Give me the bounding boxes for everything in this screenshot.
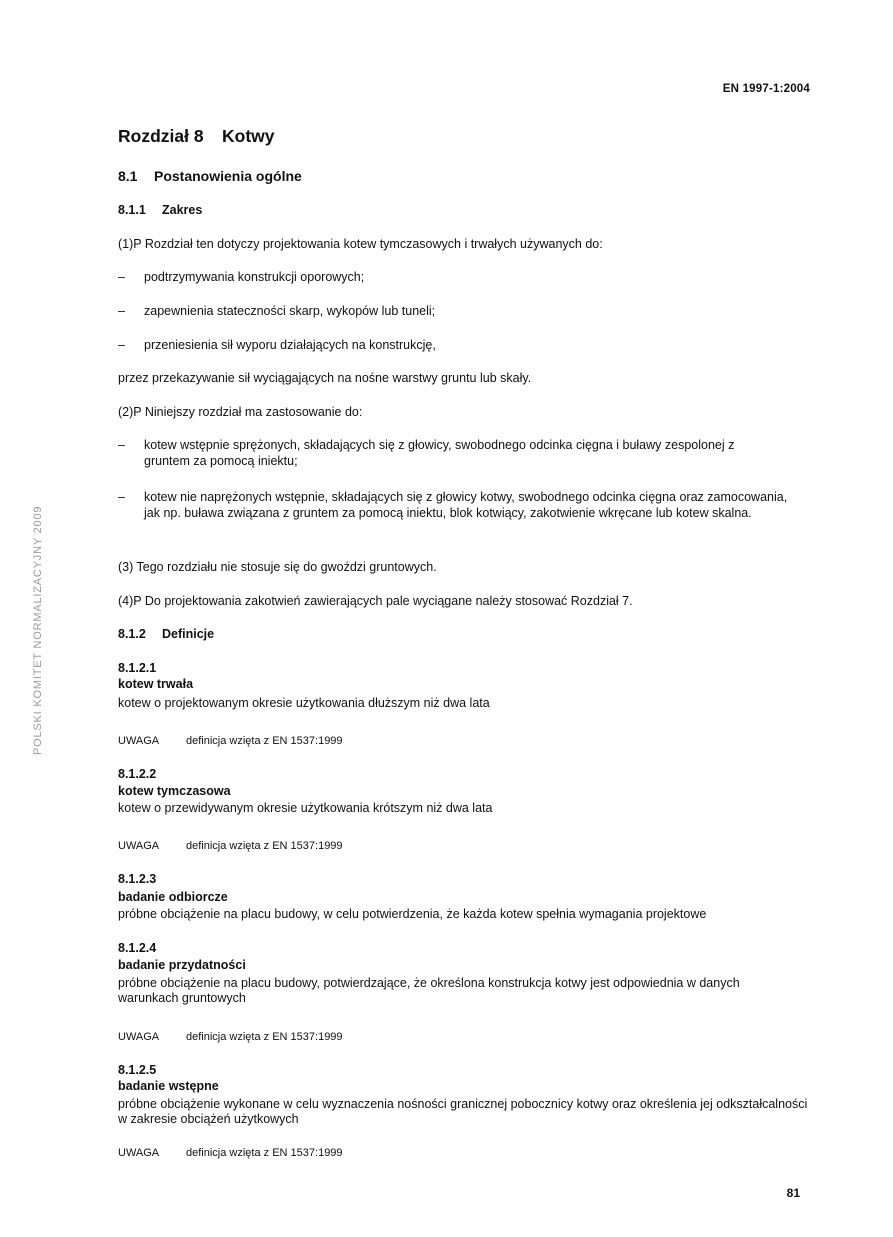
definition-note <box>118 1146 343 1160</box>
page-number: 81 <box>786 1186 800 1200</box>
chapter-number: Rozdział 8 <box>118 126 204 146</box>
scope-paragraph-2: (2)P Niniejszy rozdział ma zastosowanie do: <box>118 405 363 419</box>
definition-note <box>118 1030 343 1044</box>
bullet-dash: – <box>118 490 125 504</box>
scope-number: 8.1.1 <box>118 203 146 217</box>
definition-number: 8.1.2.5 <box>118 1063 157 1077</box>
note-text: definicja wzięta z EN 1537:1999 <box>186 840 343 852</box>
scope-heading <box>118 203 202 217</box>
list-item-text: zapewnienia stateczności skarp, wykopów lub tuneli; <box>144 304 436 318</box>
definition-text: próbne obciążenie wykonane w celu wyznaczenia nośności granicznej pobocznicy kotwy oraz określenia jej odkształcalności w zakresie obciążeń użytkowych <box>118 1097 808 1126</box>
note-label: UWAGA <box>118 735 160 747</box>
section-heading <box>118 168 302 184</box>
note-text: definicja wzięta z EN 1537:1999 <box>186 1147 343 1159</box>
list-item-text: podtrzymywania konstrukcji oporowych; <box>144 270 365 284</box>
note-text: definicja wzięta z EN 1537:1999 <box>186 735 343 747</box>
watermark-text: POLSKI KOMITET NORMALIZACYJNY 2009 <box>32 505 44 755</box>
list-item-text: przeniesienia sił wyporu działających na konstrukcję, <box>144 338 436 352</box>
definition-text: próbne obciążenie na placu budowy, potwierdzające, że określona konstrukcja kotwy jest odpowiednia w danych warunkach gruntowych <box>118 976 740 1005</box>
definitions-number: 8.1.2 <box>118 627 146 641</box>
definitions-heading <box>118 627 214 641</box>
watermark <box>28 490 46 760</box>
list-item-text: kotew wstępnie sprężonych, składających się z głowicy, swobodnego odcinka cięgna i buławy zespolonej z gruntem za pomocą iniektu; <box>144 438 735 468</box>
bullet-dash: – <box>118 338 125 352</box>
bullet-dash: – <box>118 304 125 318</box>
definition-term: badanie odbiorcze <box>118 890 228 904</box>
bullet-dash: – <box>118 270 125 284</box>
scope-paragraph-1-end: przez przekazywanie sił wyciągających na nośne warstwy gruntu lub skały. <box>118 371 532 385</box>
list-item <box>118 337 808 353</box>
definition-note <box>118 839 343 853</box>
definition-text: próbne obciążenie na placu budowy, w celu potwierdzenia, że każda kotew spełnia wymagania projektowe <box>118 907 707 921</box>
list-item <box>118 489 790 521</box>
note-text: definicja wzięta z EN 1537:1999 <box>186 1031 343 1043</box>
definition-term: kotew tymczasowa <box>118 784 231 798</box>
chapter-title: Kotwy <box>222 126 275 146</box>
definition-text: kotew o przewidywanym okresie użytkowania krótszym niż dwa lata <box>118 801 493 815</box>
list-item <box>118 269 808 285</box>
definition-text: kotew o projektowanym okresie użytkowania dłuższym niż dwa lata <box>118 696 490 710</box>
document-number: EN 1997-1:2004 <box>722 83 810 95</box>
scope-paragraph-4: (4)P Do projektowania zakotwień zawierających pale wyciągane należy stosować Rozdział 7. <box>118 594 633 608</box>
scope-paragraph-3: (3) Tego rozdziału nie stosuje się do gwoździ gruntowych. <box>118 560 437 574</box>
definition-term: badanie wstępne <box>118 1079 219 1093</box>
bullet-dash: – <box>118 438 125 452</box>
scope-paragraph-1: (1)P Rozdział ten dotyczy projektowania kotew tymczasowych i trwałych używanych do: <box>118 237 603 251</box>
definition-number: 8.1.2.1 <box>118 661 157 675</box>
definition-note <box>118 734 343 748</box>
definition-term: badanie przydatności <box>118 958 246 972</box>
list-item <box>118 303 808 319</box>
definition-number: 8.1.2.2 <box>118 767 157 781</box>
scope-title: Zakres <box>162 203 203 217</box>
section-title: Postanowienia ogólne <box>154 168 302 184</box>
note-label: UWAGA <box>118 1031 160 1043</box>
note-label: UWAGA <box>118 840 160 852</box>
definitions-title: Definicje <box>162 627 215 641</box>
definition-number: 8.1.2.3 <box>118 872 157 886</box>
note-label: UWAGA <box>118 1147 160 1159</box>
list-item-text: kotew nie naprężonych wstępnie, składających się z głowicy kotwy, swobodnego odcinka cięgna oraz zamocowania, jak np. buława związana z gruntem za pomocą iniektu, blok kotwiący, zakotwienie wkręcane lub kotew skalna. <box>144 490 788 520</box>
definition-term: kotew trwała <box>118 677 194 691</box>
definition-number: 8.1.2.4 <box>118 941 157 955</box>
chapter-heading <box>118 126 275 147</box>
section-number: 8.1 <box>118 168 138 184</box>
list-item <box>118 437 778 469</box>
